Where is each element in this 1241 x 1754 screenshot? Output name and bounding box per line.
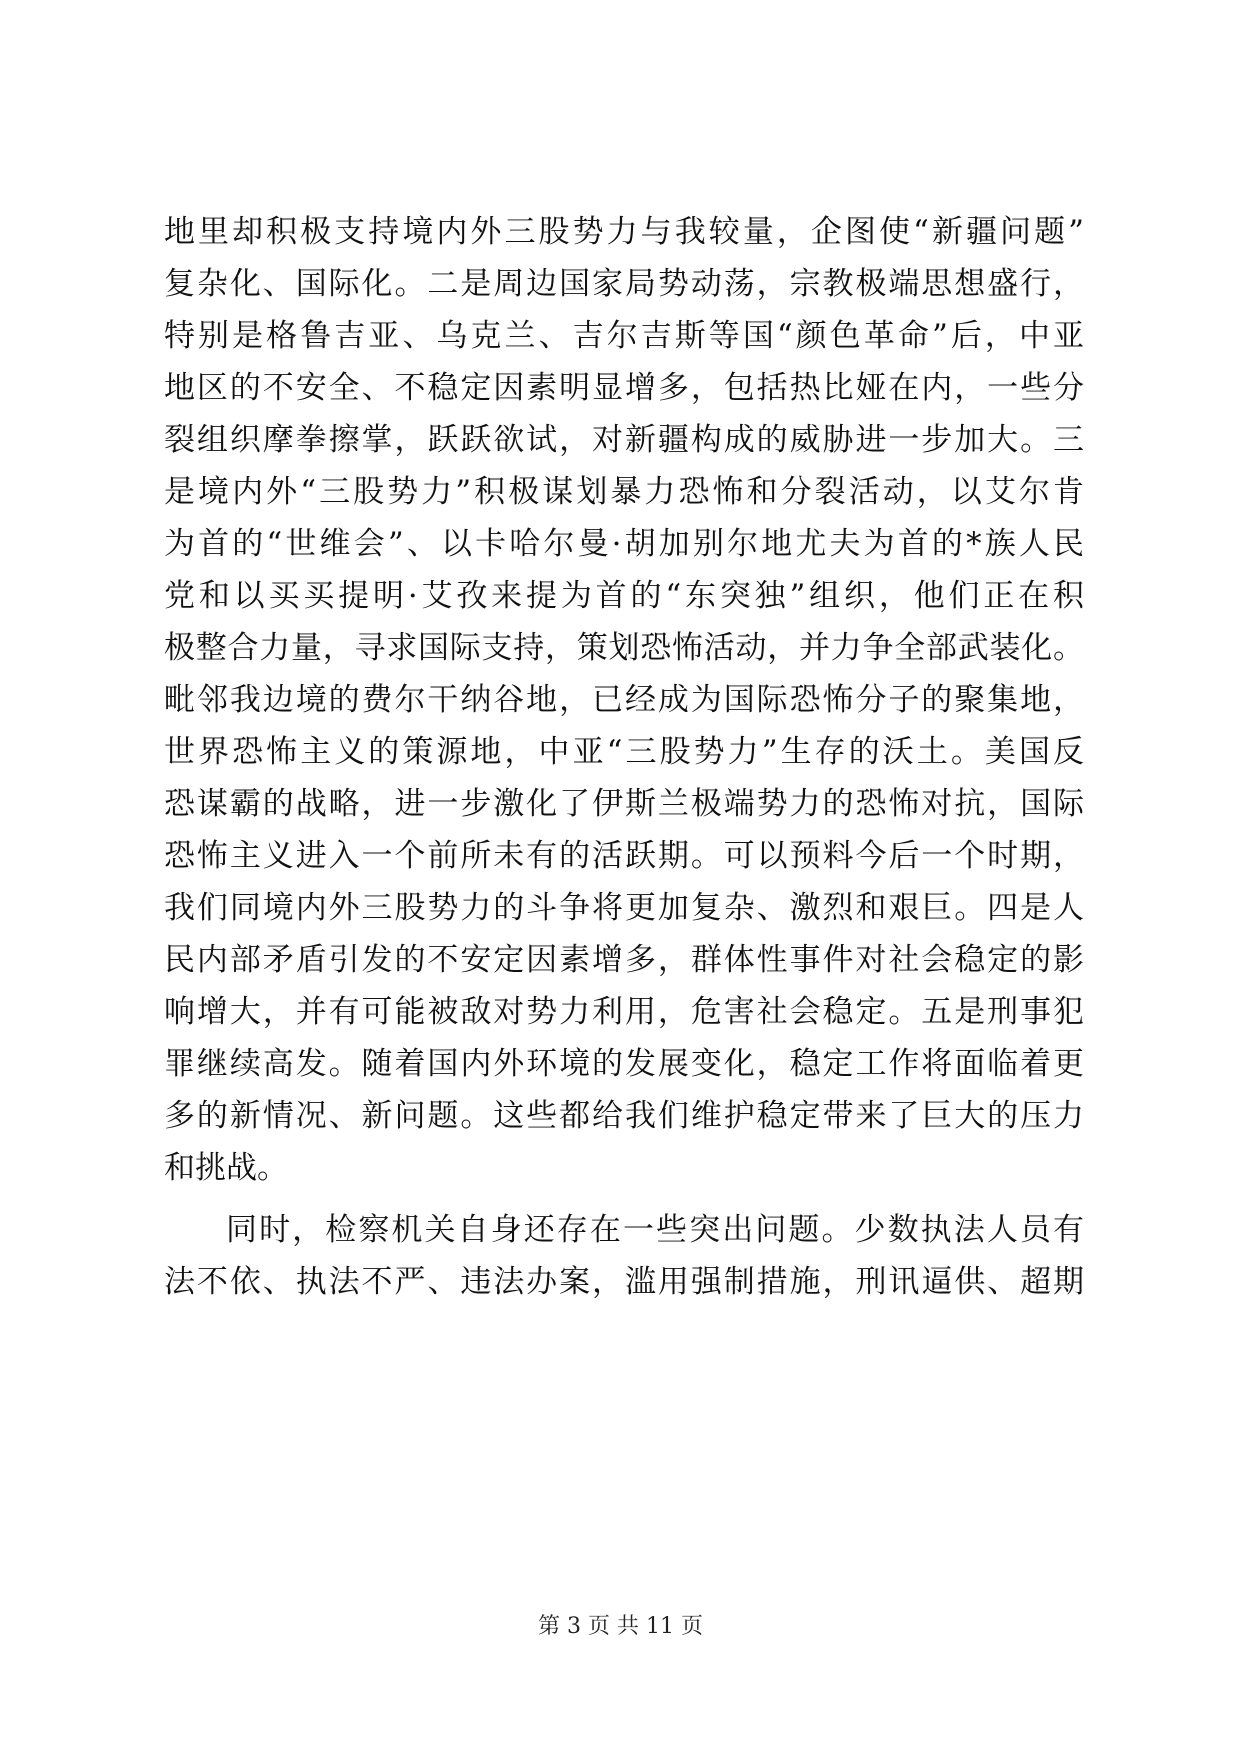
text-line: 地里却积极支持境内外三股势力与我较量，企图使“新疆问题” <box>164 214 1084 250</box>
paragraph-2 <box>164 1204 1084 1308</box>
text-line: 是境内外“三股势力”积极谋划暴力恐怖和分裂活动，以艾尔肯 <box>164 474 1084 510</box>
text-line: 复杂化、国际化。二是周边国家局势动荡，宗教极端思想盛行， <box>164 266 1084 302</box>
text-line: 恐怖主义进入一个前所未有的活跃期。可以预料今后一个时期， <box>164 838 1084 874</box>
text-line: 极整合力量，寻求国际支持，策划恐怖活动，并力争全部武装化。 <box>164 630 1084 666</box>
page-number: 第 3 页 共 11 页 <box>538 1614 703 1639</box>
text-line: 响增大，并有可能被敌对势力利用，危害社会稳定。五是刑事犯 <box>164 994 1084 1030</box>
text-line: 恐谋霸的战略，进一步激化了伊斯兰极端势力的恐怖对抗，国际 <box>164 786 1084 822</box>
text-line: 特别是格鲁吉亚、乌克兰、吉尔吉斯等国“颜色革命”后，中亚 <box>164 318 1084 354</box>
text-line: 党和以买买提明·艾孜来提为首的“东突独”组织，他们正在积 <box>164 578 1084 614</box>
paragraph-gap <box>164 1194 1084 1204</box>
text-line: 同时，检察机关自身还存在一些突出问题。少数执法人员有 <box>226 1212 1084 1248</box>
text-line: 裂组织摩拳擦掌，跃跃欲试，对新疆构成的威胁进一步加大。三 <box>164 422 1084 458</box>
text-line: 地区的不安全、不稳定因素明显增多，包括热比娅在内，一些分 <box>164 370 1084 406</box>
text-line: 多的新情况、新问题。这些都给我们维护稳定带来了巨大的压力 <box>164 1098 1084 1134</box>
text-line: 为首的“世维会”、以卡哈尔曼·胡加别尔地尤夫为首的*族人民 <box>164 526 1084 562</box>
text-line: 我们同境内外三股势力的斗争将更加复杂、激烈和艰巨。四是人 <box>164 890 1084 926</box>
text-line: 毗邻我边境的费尔干纳谷地，已经成为国际恐怖分子的聚集地， <box>164 682 1084 718</box>
text-line: 法不依、执法不严、违法办案，滥用强制措施，刑讯逼供、超期 <box>164 1264 1084 1300</box>
paragraph-1 <box>164 206 1084 1194</box>
text-line: 民内部矛盾引发的不安定因素增多，群体性事件对社会稳定的影 <box>164 942 1084 978</box>
text-line: 世界恐怖主义的策源地，中亚“三股势力”生存的沃土。美国反 <box>164 734 1084 770</box>
body-text <box>164 206 1084 1308</box>
text-line: 和挑战。 <box>164 1150 288 1186</box>
page-footer <box>0 1612 1241 1642</box>
text-line: 罪继续高发。随着国内外环境的发展变化，稳定工作将面临着更 <box>164 1046 1084 1082</box>
